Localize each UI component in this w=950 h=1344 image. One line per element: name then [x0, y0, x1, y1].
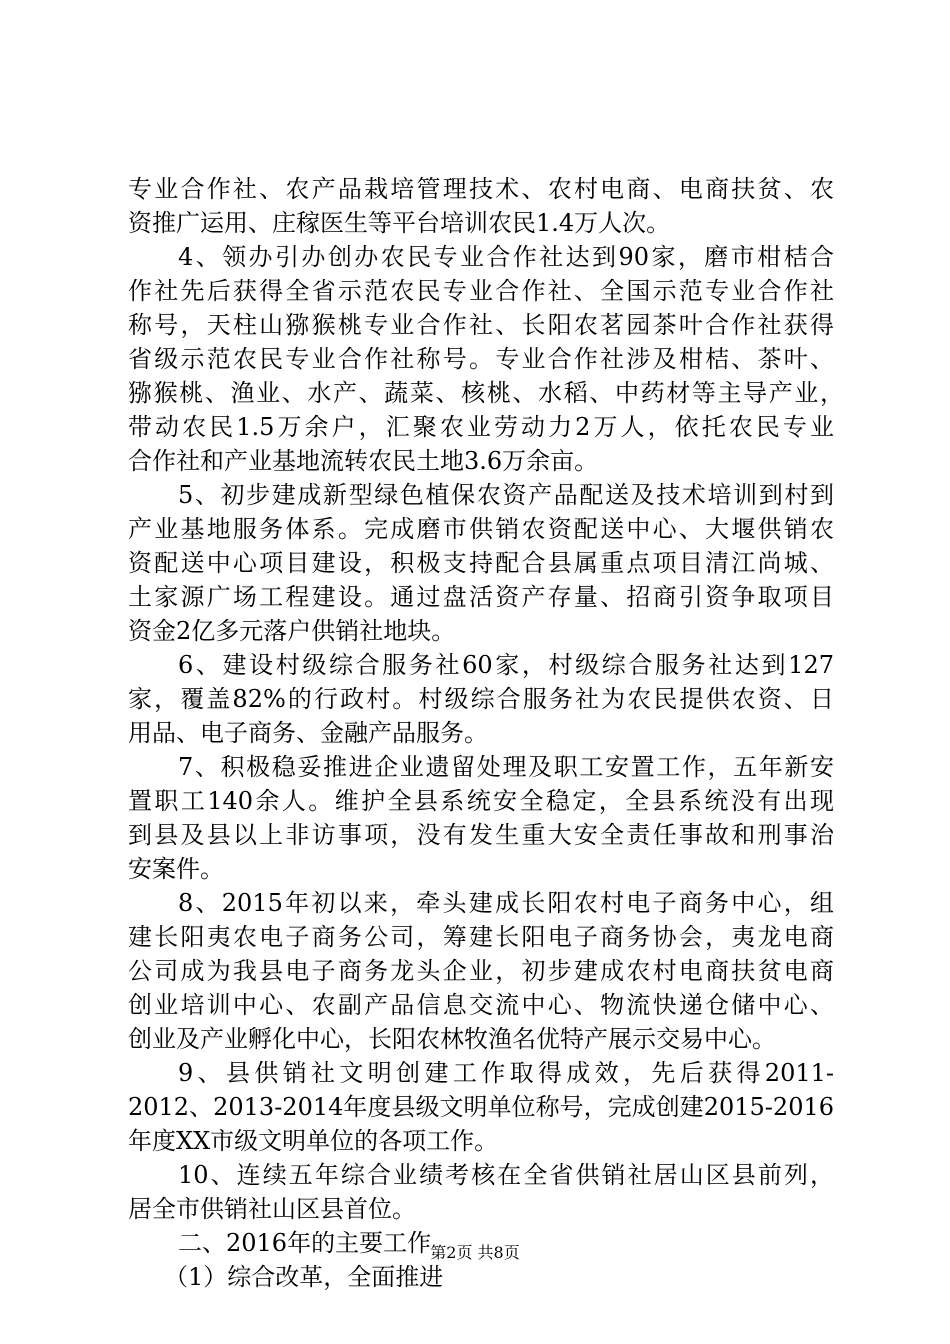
text-line: 建长阳夷农电子商务公司，筹建长阳电子商务协会，夷龙电商 [128, 923, 834, 951]
text-line: 土家源广场工程建设。通过盘活资产存量、招商引资争取项目 [128, 583, 834, 611]
text-line: 专业合作社、农产品栽培管理技术、农村电商、电商扶贫、农 [128, 175, 834, 203]
text-line: 创业培训中心、农副产品信息交流中心、物流快递仓储中心、 [128, 991, 834, 1019]
text-line: 资配送中心项目建设，积极支持配合县属重点项目清江尚城、 [128, 549, 834, 577]
text-line: 带动农民1.5万余户，汇聚农业劳动力2万人，依托农民专业 [128, 413, 834, 441]
text-line: 称号，天柱山猕猴桃专业合作社、长阳农茗园茶叶合作社获得 [128, 311, 834, 339]
text-line: 2012、2013-2014年度县级文明单位称号，完成创建2015-2016 [128, 1093, 834, 1121]
text-line: 到县及县以上非访事项，没有发生重大安全责任事故和刑事治 [128, 821, 834, 849]
text-line: 创业及产业孵化中心，长阳农林牧渔名优特产展示交易中心。 [128, 1025, 776, 1053]
text-line: 家，覆盖82%的行政村。村级综合服务社为农民提供农资、日 [128, 685, 834, 713]
text-line: 居全市供销社山区县首位。 [128, 1195, 416, 1223]
text-line: 4、领办引办创办农民专业合作社达到90家，磨市柑桔合 [178, 243, 834, 271]
text-line: 合作社和产业基地流转农民土地3.6万余亩。 [128, 447, 599, 475]
text-line: 置职工140余人。维护全县系统安全稳定，全县系统没有出现 [128, 787, 834, 815]
text-line: 10、连续五年综合业绩考核在全省供销社居山区县前列， [178, 1161, 834, 1189]
text-line: 猕猴桃、渔业、水产、蔬菜、核桃、水稻、中药材等主导产业， [128, 379, 844, 407]
text-line: 安案件。 [128, 855, 224, 883]
text-line: 省级示范农民专业合作社称号。专业合作社涉及柑桔、茶叶、 [128, 345, 834, 373]
text-line: 产业基地服务体系。完成磨市供销农资配送中心、大堰供销农 [128, 515, 834, 543]
page-number-footer: 第2页 共8页 [430, 1243, 520, 1262]
text-line: 6、建设村级综合服务社60家，村级综合服务社达到127 [178, 651, 834, 679]
text-line: 公司成为我县电子商务龙头企业，初步建成农村电商扶贫电商 [128, 957, 834, 985]
text-line: 9、县供销社文明创建工作取得成效，先后获得2011- [178, 1059, 834, 1087]
text-line: 作社先后获得全省示范农民专业合作社、全国示范专业合作社 [128, 277, 834, 305]
sub-heading-text: （1）综合改革，全面推进 [164, 1263, 444, 1291]
text-line: 资推广运用、庄稼医生等平台培训农民1.4万人次。 [128, 209, 671, 237]
text-line: 5、初步建成新型绿色植保农资产品配送及技术培训到村到 [178, 481, 834, 509]
text-line: 资金2亿多元落户供销社地块。 [128, 617, 456, 645]
text-line: 7、积极稳妥推进企业遗留处理及职工安置工作，五年新安 [178, 753, 834, 781]
text-line: 用品、电子商务、金融产品服务。 [128, 719, 488, 747]
text-line: 年度XX市级文明单位的各项工作。 [128, 1127, 499, 1155]
text-line: 8、2015年初以来，牵头建成长阳农村电子商务中心，组 [178, 889, 834, 917]
section-heading-text: 二、2016年的主要工作 [178, 1229, 432, 1257]
